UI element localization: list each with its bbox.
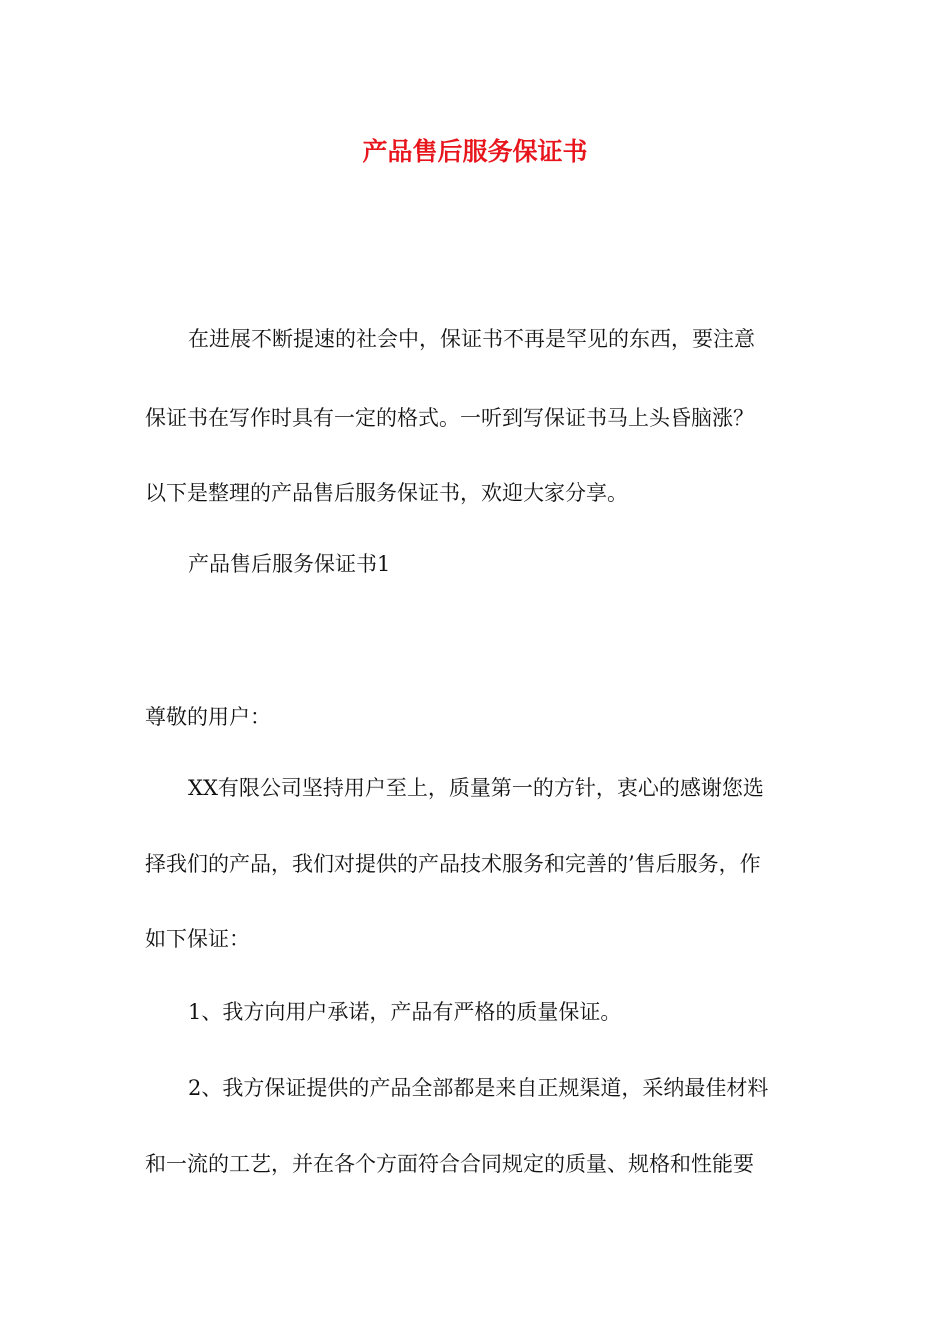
paragraph-line: 如下保证： [145,927,250,951]
paragraph-line: 和一流的工艺，并在各个方面符合合同规定的质量、规格和性能要 [145,1152,754,1176]
section-heading: 产品售后服务保证书1 [188,552,391,576]
salutation: 尊敬的用户： [145,705,271,729]
list-item: 1、我方向用户承诺，产品有严格的质量保证。 [188,1000,622,1024]
paragraph-line: XX有限公司坚持用户至上，质量第一的方针，衷心的感谢您选 [188,776,764,800]
document-title: 产品售后服务保证书 [362,137,588,166]
paragraph-line: 以下是整理的产品售后服务保证书，欢迎大家分享。 [145,481,628,505]
paragraph-line: 择我们的产品，我们对提供的产品技术服务和完善的’售后服务，作 [145,852,761,876]
paragraph-line: 在进展不断提速的社会中，保证书不再是罕见的东西，要注意 [188,327,755,351]
list-item: 2、我方保证提供的产品全部都是来自正规渠道，采纳最佳材料 [188,1076,769,1100]
paragraph-line: 保证书在写作时具有一定的格式。一听到写保证书马上头昏脑涨？ [145,406,754,430]
